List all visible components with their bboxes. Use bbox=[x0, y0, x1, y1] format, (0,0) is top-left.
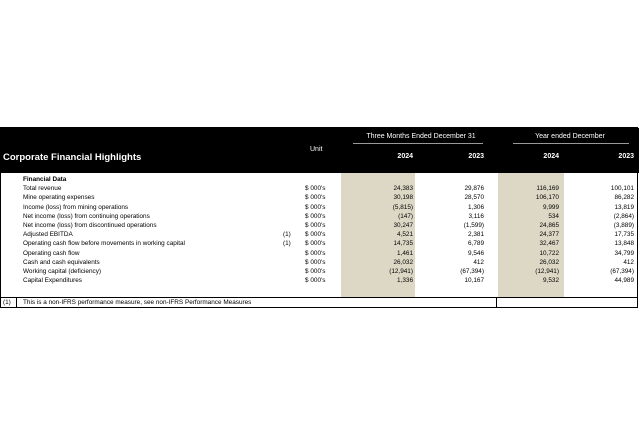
value-y2024: (12,941) bbox=[535, 267, 559, 275]
table-row bbox=[1, 267, 639, 276]
financial-highlights-table bbox=[0, 127, 638, 308]
value-y2023: 34,799 bbox=[614, 249, 634, 257]
row-note: (1) bbox=[283, 231, 291, 239]
value-q2024: (147) bbox=[398, 212, 413, 220]
value-y2023: 86,282 bbox=[614, 194, 634, 202]
section-label: Financial Data bbox=[23, 176, 67, 183]
value-y2024: 24,377 bbox=[539, 231, 559, 239]
year-header-q2024: 2024 bbox=[397, 153, 413, 160]
footnote-divider-left bbox=[16, 297, 17, 307]
value-y2023: 13,819 bbox=[614, 203, 634, 211]
table-row bbox=[1, 276, 639, 285]
row-unit: $ 000's bbox=[305, 221, 326, 229]
value-q2023: 9,546 bbox=[468, 249, 484, 257]
year-header-y2023: 2023 bbox=[618, 153, 634, 160]
row-unit: $ 000's bbox=[305, 267, 326, 275]
table-row bbox=[1, 230, 639, 239]
row-label: Net income (loss) from discontinued operations bbox=[23, 221, 157, 229]
value-y2024: 9,999 bbox=[543, 203, 559, 211]
table-header bbox=[1, 128, 639, 173]
row-label: Cash and cash equivalents bbox=[23, 258, 100, 266]
row-label: Operating cash flow bbox=[23, 249, 80, 257]
table-row bbox=[1, 193, 639, 202]
value-q2024: 26,032 bbox=[393, 258, 413, 266]
row-label: Net income (loss) from continuing operations bbox=[23, 212, 150, 220]
row-unit: $ 000's bbox=[305, 194, 326, 202]
value-y2024: 10,722 bbox=[539, 249, 559, 257]
table-row bbox=[1, 249, 639, 258]
period-quarter-rule bbox=[353, 143, 483, 144]
row-unit: $ 000's bbox=[305, 185, 326, 193]
value-q2024: 1,336 bbox=[397, 277, 413, 285]
table-row bbox=[1, 184, 639, 193]
row-unit: $ 000's bbox=[305, 277, 326, 285]
row-unit: $ 000's bbox=[305, 231, 326, 239]
value-q2024: 30,198 bbox=[393, 194, 413, 202]
footnote-row bbox=[1, 297, 637, 308]
table-row bbox=[1, 212, 639, 221]
unit-header: Unit bbox=[310, 146, 323, 153]
row-label: Adjusted EBITDA bbox=[23, 231, 73, 239]
value-q2023: 10,167 bbox=[464, 277, 484, 285]
row-label: Total revenue bbox=[23, 185, 62, 193]
row-unit: $ 000's bbox=[305, 249, 326, 257]
value-y2023: (67,394) bbox=[610, 267, 634, 275]
value-q2023: 2,381 bbox=[468, 231, 484, 239]
value-q2024: (12,941) bbox=[389, 267, 413, 275]
value-y2023: 44,989 bbox=[614, 277, 634, 285]
value-q2023: 28,570 bbox=[464, 194, 484, 202]
value-q2024: 30,247 bbox=[393, 221, 413, 229]
row-label: Mine operating expenses bbox=[23, 194, 95, 202]
value-q2024: 4,521 bbox=[397, 231, 413, 239]
value-q2024: 14,735 bbox=[393, 240, 413, 248]
value-q2024: 1,461 bbox=[397, 249, 413, 257]
value-y2023: (2,864) bbox=[613, 212, 634, 220]
value-y2024: 534 bbox=[548, 212, 559, 220]
row-unit: $ 000's bbox=[305, 212, 326, 220]
row-label: Income (loss) from mining operations bbox=[23, 203, 129, 211]
value-y2024: 106,170 bbox=[535, 194, 559, 202]
value-y2023: 100,101 bbox=[610, 185, 634, 193]
table-row bbox=[1, 221, 639, 230]
value-q2024: (5,815) bbox=[392, 203, 413, 211]
footnote-divider-right bbox=[496, 297, 497, 307]
row-label: Capital Expenditures bbox=[23, 277, 82, 285]
value-y2024: 24,865 bbox=[539, 221, 559, 229]
value-y2024: 116,169 bbox=[536, 185, 559, 193]
row-unit: $ 000's bbox=[305, 240, 326, 248]
value-y2023: (3,889) bbox=[613, 221, 634, 229]
row-label: Operating cash flow before movements in working capital bbox=[23, 240, 185, 248]
period-year-rule bbox=[513, 143, 629, 144]
row-unit: $ 000's bbox=[305, 258, 326, 266]
year-header-q2023: 2023 bbox=[468, 153, 484, 160]
table-title: Corporate Financial Highlights bbox=[3, 152, 142, 163]
value-q2023: 1,306 bbox=[468, 203, 484, 211]
table-row bbox=[1, 203, 639, 212]
value-q2023: 29,876 bbox=[464, 185, 484, 193]
value-q2023: (67,394) bbox=[460, 267, 484, 275]
row-note: (1) bbox=[283, 240, 291, 248]
value-q2024: 24,383 bbox=[393, 185, 413, 193]
value-y2023: 17,735 bbox=[614, 231, 634, 239]
value-y2023: 13,848 bbox=[614, 240, 634, 248]
footnote-mark: (1) bbox=[3, 299, 11, 306]
table-row bbox=[1, 239, 639, 248]
row-label: Working capital (deficiency) bbox=[23, 267, 102, 275]
value-q2023: 6,789 bbox=[468, 240, 484, 248]
table-body bbox=[1, 175, 639, 285]
footnote-text: This is a non-IFRS performance measure, see non-IFRS Performance Measures bbox=[23, 299, 252, 306]
table-row bbox=[1, 258, 639, 267]
section-row bbox=[1, 175, 639, 184]
period-quarter-header: Three Months Ended December 31 bbox=[366, 133, 476, 140]
period-year-header: Year ended December bbox=[535, 133, 605, 140]
value-y2024: 9,532 bbox=[543, 277, 559, 285]
value-y2024: 26,032 bbox=[539, 258, 559, 266]
value-q2023: 3,116 bbox=[468, 212, 484, 220]
row-unit: $ 000's bbox=[305, 203, 326, 211]
value-q2023: 412 bbox=[473, 258, 484, 266]
year-header-y2024: 2024 bbox=[543, 153, 559, 160]
value-q2023: (1,599) bbox=[463, 221, 484, 229]
value-y2023: 412 bbox=[623, 258, 634, 266]
value-y2024: 32,467 bbox=[539, 240, 559, 248]
